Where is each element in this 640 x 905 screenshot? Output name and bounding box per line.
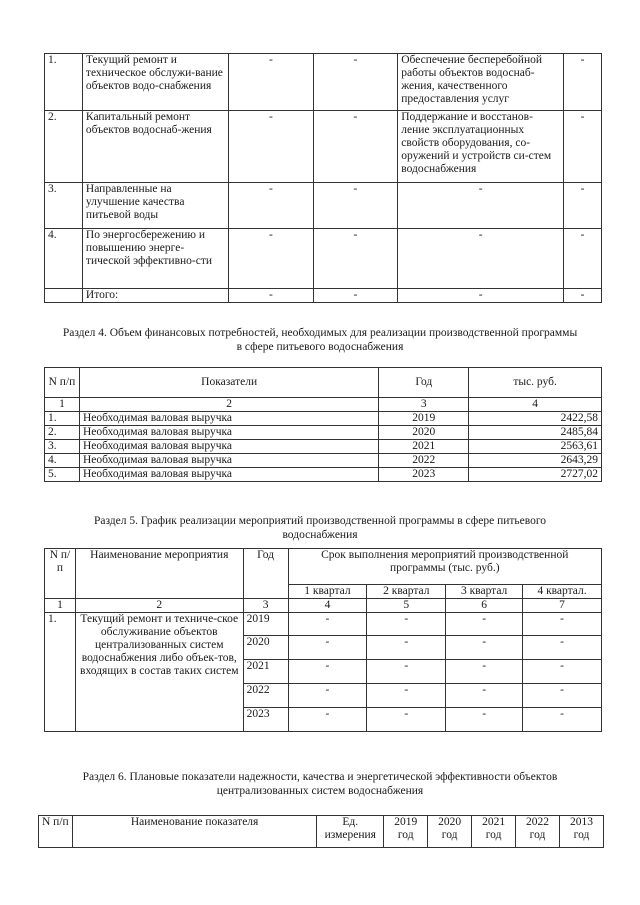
- activity-goal: Поддержание и восстанов-ление эксплуатационных свойств оборудования, со-оружений и устройств си-стем водоснабжения: [398, 111, 564, 183]
- table-row: 4. Необходимая валовая выручка 2022 2643,29: [45, 454, 602, 468]
- section-4-title: Раздел 4. Объем финансовых потребностей, необходимых для реализации производственной программы в сфере питьевого водоснабжения: [62, 327, 578, 353]
- table-row: 1. Текущий ремонт и техниче-ское обслуживание объектов централизованных систем водоснабжения либо объек-тов, входящих в состав таких систем 2019 - - - -: [45, 613, 602, 636]
- header-num: N п/п: [45, 368, 80, 398]
- cell-value: -: [313, 289, 398, 303]
- row-number: 3.: [45, 183, 83, 229]
- header-term: Срок выполнения мероприятий производственной программы (тыс. руб.): [288, 549, 601, 585]
- cell-value: -: [229, 229, 314, 289]
- header-unit: Ед. измерения: [317, 816, 384, 848]
- indicators-table: [38, 815, 604, 848]
- row-number: 1.: [45, 54, 83, 111]
- header-year: 2022 год: [516, 816, 560, 848]
- table-row: 1. Необходимая валовая выручка 2019 2422,58: [45, 412, 602, 426]
- cell-value: -: [229, 111, 314, 183]
- activity-name: Текущий ремонт и техниче-ское обслуживание объектов централизованных систем водоснабжения либо объек-тов, входящих в состав таких систем: [75, 613, 243, 732]
- finance-table: [44, 367, 602, 482]
- cell-value: -: [564, 229, 602, 289]
- activity-name: По энергосбережению и повышению энерге-тической эффективно-сти: [82, 229, 228, 289]
- table-row: 5. Необходимая валовая выручка 2023 2727,02: [45, 468, 602, 482]
- cell-value: -: [564, 289, 602, 303]
- activity-goal: -: [398, 183, 564, 229]
- table-row: 2022 - - - -: [45, 684, 602, 708]
- table-row: 2023 - - - -: [45, 708, 602, 732]
- activity-name: Текущий ремонт и техническое обслужи-вание объектов водо-снабжения: [82, 54, 228, 111]
- table-header: [39, 816, 604, 848]
- quarters-row: 1 квартал 2 квартал 3 квартал 4 квартал.: [45, 585, 602, 599]
- cell-value: -: [564, 183, 602, 229]
- row-number: 2.: [45, 111, 83, 183]
- index-row: 1 2 3 4 5 6 7: [45, 599, 602, 613]
- index-row: 1 2 3 4: [45, 398, 602, 412]
- table-row: [45, 229, 602, 289]
- table-row: [45, 183, 602, 229]
- header-num: N п/п: [39, 816, 73, 848]
- section-5-title: Раздел 5. График реализации мероприятий производственной программы в сфере питьевого водоснабжения: [93, 515, 547, 541]
- header-year: 2020 год: [428, 816, 472, 848]
- table-row: [45, 111, 602, 183]
- cell-value: -: [229, 183, 314, 229]
- header-sum: тыс. руб.: [469, 368, 602, 398]
- header-indicator: Наименование показателя: [72, 816, 316, 848]
- row-number: 4.: [45, 229, 83, 289]
- table-row: 2020 - - - -: [45, 636, 602, 660]
- cell-value: -: [313, 111, 398, 183]
- activity-goal: -: [398, 229, 564, 289]
- header-year: 2021 год: [472, 816, 516, 848]
- cell-value: -: [313, 54, 398, 111]
- total-label: Итого:: [82, 289, 228, 303]
- header-year: Год: [379, 368, 469, 398]
- cell-value: -: [229, 289, 314, 303]
- cell-value: -: [398, 289, 564, 303]
- header-year: 2019 год: [384, 816, 428, 848]
- table-row: 3. Необходимая валовая выручка 2021 2563,61: [45, 440, 602, 454]
- header-activity: Наименование мероприятия: [75, 549, 243, 599]
- header-indicators: Показатели: [79, 368, 378, 398]
- table-row: 2. Необходимая валовая выручка 2020 2485,84: [45, 426, 602, 440]
- cell-value: -: [229, 54, 314, 111]
- table-header: [45, 368, 602, 398]
- cell-value: -: [564, 111, 602, 183]
- table-row: [45, 54, 602, 111]
- row-number: 1.: [45, 613, 76, 732]
- table-header: [45, 549, 602, 585]
- cell-value: -: [564, 54, 602, 111]
- activities-table: [44, 53, 602, 303]
- section-6-title: Раздел 6. Плановые показатели надежности, качества и энергетической эффективности объектов централизованных систем водоснабжения: [82, 771, 558, 797]
- header-year: Год: [243, 549, 288, 599]
- schedule-table: [44, 548, 602, 732]
- header-year: 2013 год: [559, 816, 603, 848]
- activity-name: Капитальный ремонт объектов водоснаб-жения: [82, 111, 228, 183]
- activity-name: Направленные на улучшение качества питьевой воды: [82, 183, 228, 229]
- table-row: 2021 - - - -: [45, 660, 602, 684]
- header-num: N п/п: [45, 549, 76, 599]
- activity-goal: Обеспечение бесперебойной работы объектов водоснаб-жения, качественного предоставления услуг: [398, 54, 564, 111]
- cell-value: -: [313, 229, 398, 289]
- total-row: [45, 289, 602, 303]
- cell-value: -: [313, 183, 398, 229]
